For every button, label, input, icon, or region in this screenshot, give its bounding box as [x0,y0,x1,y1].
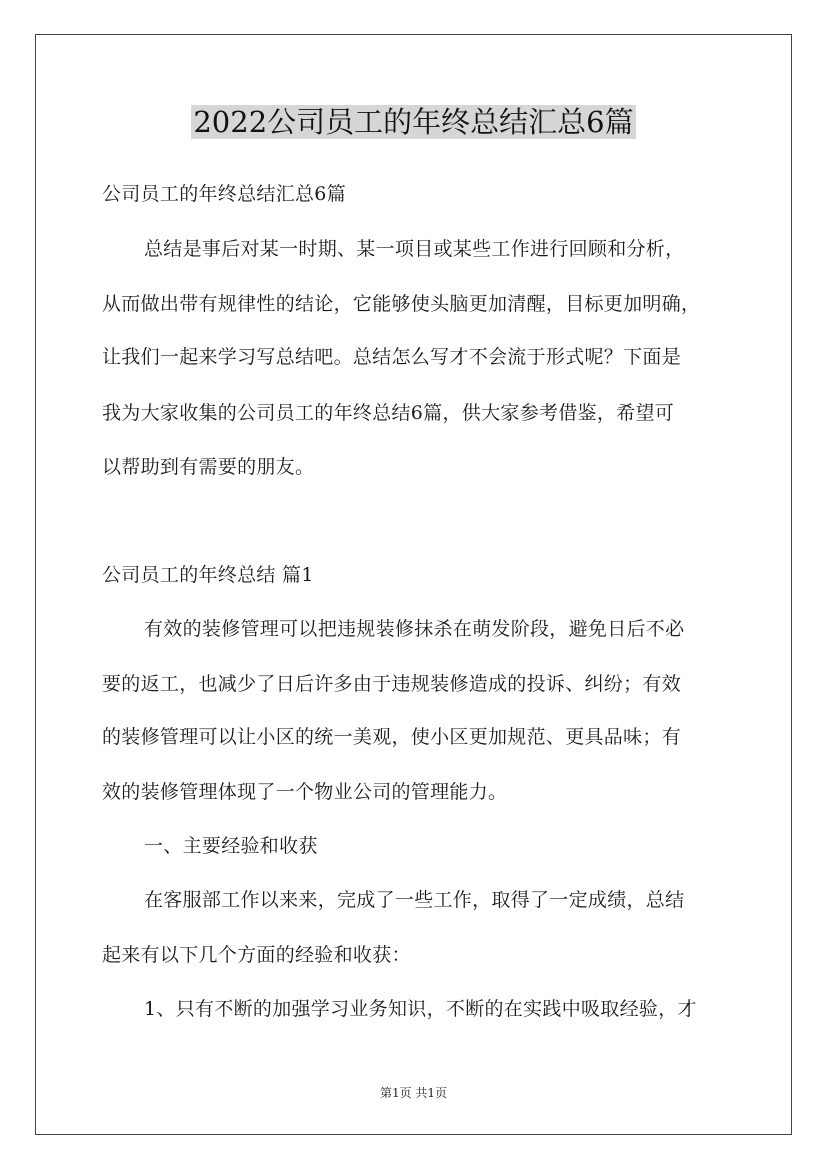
paragraph-line: 有效的装修管理可以把违规装修抹杀在萌发阶段，避免日后不必 [144,618,685,640]
paragraph-line: 的装修管理可以让小区的统一美观，使小区更加规范、更具品味；有 [102,726,682,748]
subsection-heading: 一、主要经验和收获 [144,835,318,857]
paragraph-line: 起来有以下几个方面的经验和收获： [102,944,411,966]
page-footer: 第1页 共1页 [379,1086,448,1100]
paragraph-line: 效的装修管理体现了一个物业公司的管理能力。 [102,781,508,803]
paragraph-line: 从而做出带有规律性的结论，它能够使头脑更加清醒，目标更加明确， [102,293,701,315]
paragraph-line: 总结是事后对某一时期、某一项目或某些工作进行回顾和分析， [144,238,685,260]
paragraph-line: 要的返工，也减少了日后许多由于违规装修造成的投诉、纠纷；有效 [102,673,682,695]
paragraph-line: 1、只有不断的加强学习业务知识，不断的在实践中吸取经验，才 [144,998,697,1020]
document-title [0,100,827,144]
paragraph-line: 我为大家收集的公司员工的年终总结6篇，供大家参考借鉴，希望可 [102,402,675,424]
paragraph-line: 在客服部工作以来来，完成了一些工作，取得了一定成绩，总结 [144,889,685,911]
paragraph-line: 让我们一起来学习写总结吧。总结怎么写才不会流于形式呢？下面是 [102,346,682,368]
paragraph-line: 以帮助到有需要的朋友。 [102,456,315,478]
document-title-text: 2022公司员工的年终总结汇总6篇 [193,105,634,139]
section-heading: 公司员工的年终总结 篇1 [102,564,314,586]
subtitle-line: 公司员工的年终总结汇总6篇 [102,183,346,205]
